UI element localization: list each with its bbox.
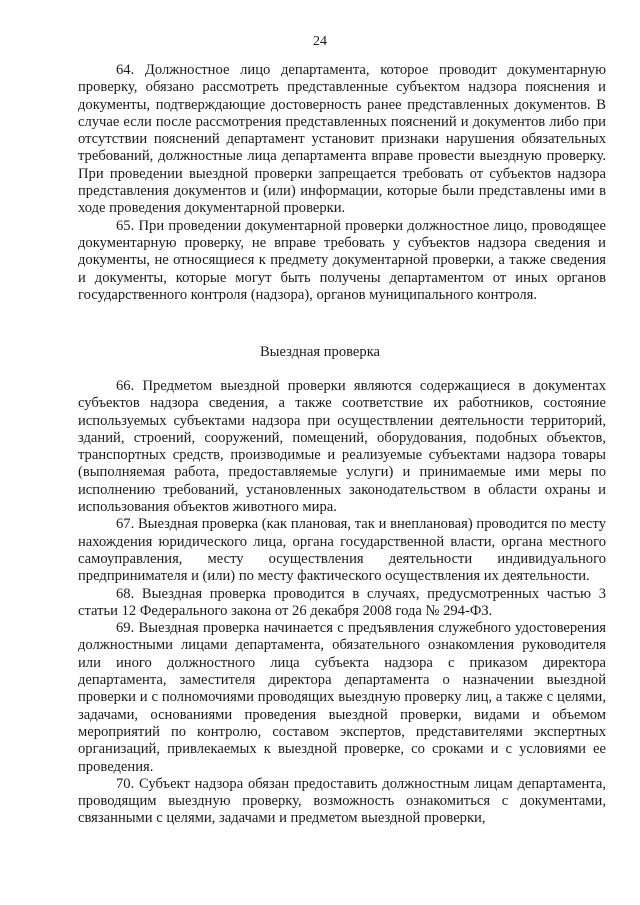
text-block-after-heading xyxy=(78,378,606,828)
page-number: 24 xyxy=(313,34,327,49)
paragraph-64: 64. Должностное лицо департамента, которое проводит документарную проверку, обязано рассмотреть представленные субъектом надзора пояснения и документы, подтверждающие достоверность ранее представленных документов. В случае если после рассмотрения представленных пояснений и документов либо при отсутствии пояснений департамент установит признаки нарушения обязательных требований, должностные лица департамента вправе провести выездную проверку. При проведении выездной проверки запрещается требовать от субъектов надзора представления документов и (или) информации, которые были представлены ими в ходе проведения документарной проверки. xyxy=(78,62,606,217)
paragraph-68: 68. Выездная проверка проводится в случаях, предусмотренных частью 3 статьи 12 Федерального закона от 26 декабря 2008 года № 294-ФЗ. xyxy=(78,585,606,619)
paragraph-67: 67. Выездная проверка (как плановая, так и внеплановая) проводится по месту нахождения юридического лица, органа государственной власти, органа местного самоуправления, месту осуществления деятельности индивидуального предпринимателя и (или) по месту фактического осуществления их деятельности. xyxy=(78,516,606,585)
paragraph-66: 66. Предметом выездной проверки являются содержащиеся в документах субъектов надзора сведения, а также соответствие их работников, состояние используемых субъектами надзора при осуществлении деятельности территорий, зданий, строений, сооружений, помещений, оборудования, подобных объектов, транспортных средств, производимые и реализуемые субъектами надзора товары (выполняемая работа, предоставляемые услуги) и принимаемые ими меры по исполнению требований, установленных законодательством в области охраны и использования объектов животного мира. xyxy=(78,378,606,516)
section-heading: Выездная проверка xyxy=(259,344,381,360)
paragraph-65: 65. При проведении документарной проверки должностное лицо, проводящее документарную проверку, не вправе требовать у субъектов надзора сведения и документы, не относящиеся к предмету документарной проверки, а также сведения и документы, которые могут быть получены департаментом от иных органов государственного контроля (надзора), органов муниципального контроля. xyxy=(78,217,606,303)
paragraph-70: 70. Субъект надзора обязан предоставить должностным лицам департамента, проводящим выездную проверку, возможность ознакомиться с документами, связанными с целями, задачами и предметом выездной проверки, xyxy=(78,775,606,827)
text-block-before-heading xyxy=(78,62,606,304)
paragraph-69: 69. Выездная проверка начинается с предъявления служебного удостоверения должностными лицами департамента, обязательного ознакомления руководителя или иного должностного лица субъекта надзора с приказом директора департамента, заместителя директора департамента о назначении выездной проверки и с полномочиями проводящих выездную проверку лиц, а также с целями, задачами, основаниями проведения выездной проверки, видами и объемом мероприятий по контролю, составом экспертов, представителями экспертных организаций, привлекаемых к выездной проверке, со сроками и с условиями ее проведения. xyxy=(78,620,606,775)
